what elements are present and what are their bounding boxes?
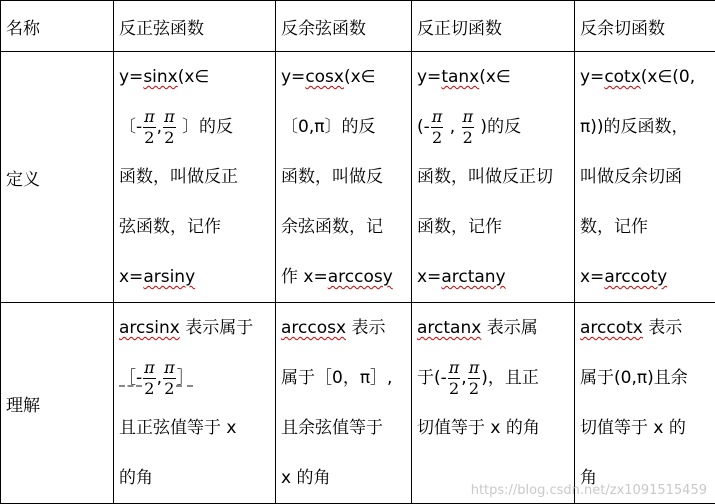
pi-over-2-fraction: $\frac{\pi}{2}$	[448, 357, 460, 398]
header-arccot: 反余切函数	[575, 1, 715, 52]
header-row	[1, 1, 715, 52]
understanding-label: 理解	[1, 303, 114, 504]
header-arccos: 反余弦函数	[276, 1, 412, 52]
pi-over-2-fraction: $\frac{\pi}{2}$	[468, 357, 480, 398]
understanding-arctan: arctanx 表示属 于(- $\frac{\pi}{2}$ , $\frac{\pi}{2}$ )，且正 切值等于 x 的角	[412, 303, 575, 504]
understanding-arcsin: arcsinx 表示属于 ［- $\frac{\pi}{2}$ , $\frac{\pi}{2}$ ］ 且正弦值等于 x 的角	[114, 303, 276, 504]
pi-over-2-fraction: $\frac{\pi}{2}$	[164, 357, 175, 398]
pi-over-2-fraction: $\frac{\pi}{2}$	[164, 106, 175, 147]
understanding-arccos: arccosx 表示 属于［0，π］, 且余弦值等于 x 的角	[276, 303, 412, 504]
definition-arccot: y=cotx(x∈(0, π))的反函数， 叫做反余切函 数，记作 x=arccoty	[575, 52, 715, 303]
definition-arccos: y=cosx(x∈ 〔0,π〕的反 函数，叫做反 余弦函数，记 作 x=arccosy	[276, 52, 412, 303]
understanding-arccot: arccotx 表示 属于(0,π)且余 切值等于 x 的 角	[575, 303, 715, 504]
definition-arcsin: y=sinx(x∈ 〔- $\frac{\pi}{2}$ , $\frac{\pi}{2}$ 〕的反 函数，叫做反正 弦函数，记作 x=arsiny	[114, 52, 276, 303]
definition-arctan: y=tanx(x∈ (- $\frac{\pi}{2}$ , $\frac{\pi}{2}$ )的反 函数，叫做反正切 函数，记作 x=arctany	[412, 52, 575, 303]
pi-over-2-fraction: $\frac{\pi}{2}$	[144, 357, 155, 398]
definition-label: 定义	[1, 52, 114, 303]
header-name: 名称	[1, 1, 114, 52]
pi-over-2-fraction: $\frac{\pi}{2}$	[462, 106, 474, 147]
watermark: https://blog.csdn.net/zx1091515459	[470, 483, 707, 498]
definition-row	[1, 52, 715, 303]
pi-over-2-fraction: $\frac{\pi}{2}$	[144, 106, 155, 147]
header-arcsin: 反正弦函数	[114, 1, 276, 52]
header-arctan: 反正切函数	[412, 1, 575, 52]
understanding-row	[1, 303, 715, 504]
pi-over-2-fraction: $\frac{\pi}{2}$	[431, 106, 443, 147]
